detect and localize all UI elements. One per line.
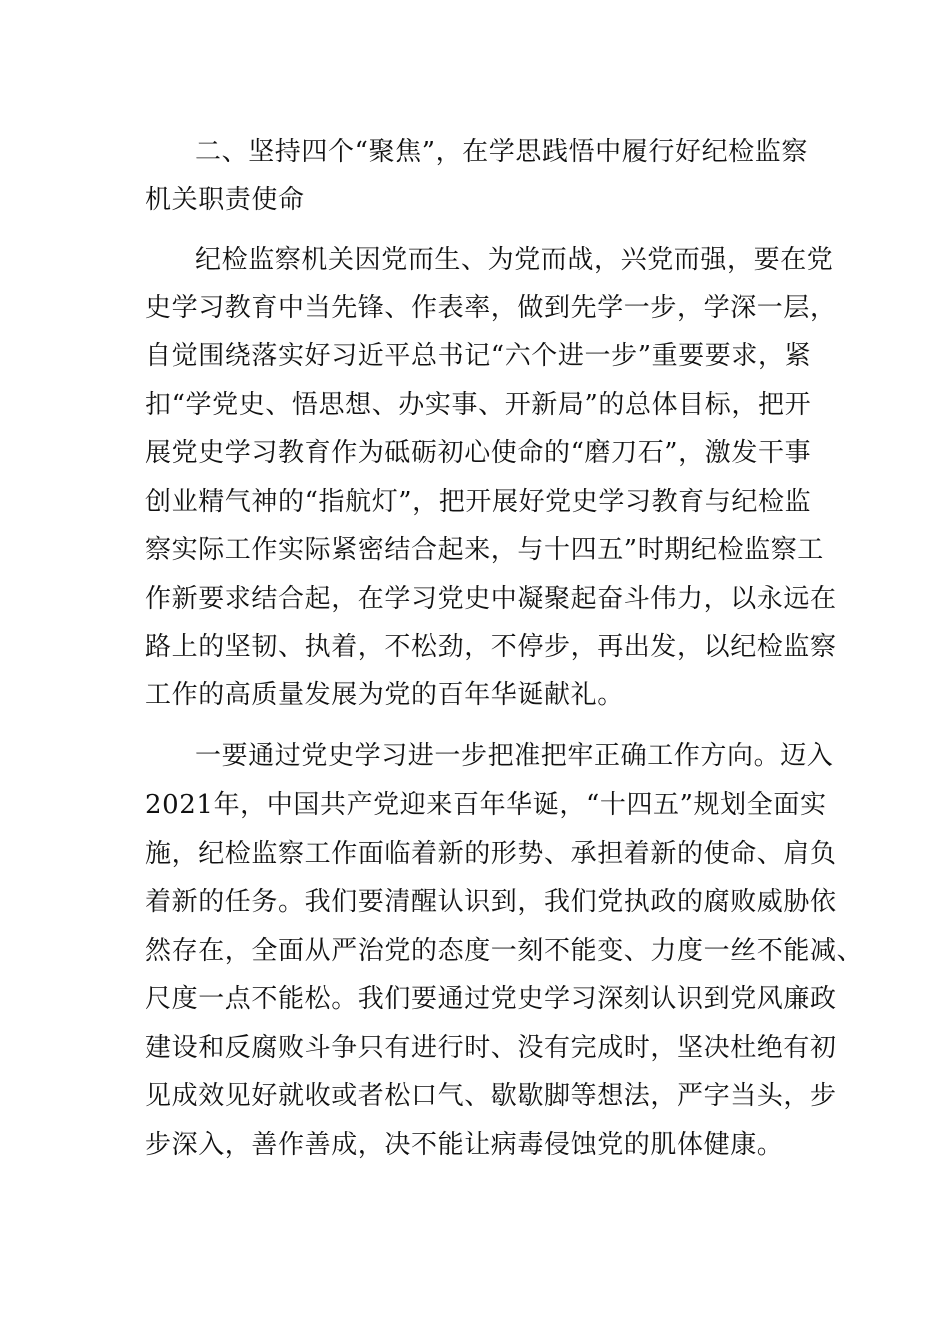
paragraph-line: 步深入，善作善成，决不能让病毒侵蚀党的肌体健康。 bbox=[145, 1130, 784, 1160]
paragraph-line: 展党史学习教育作为砥砺初心使命的“磨刀石”，激发干事 bbox=[145, 438, 812, 468]
paragraph-line: 施，纪检监察工作面临着新的形势、承担着新的使命、肩负 bbox=[145, 839, 837, 869]
paragraph-line: 作新要求结合起，在学习党史中凝聚起奋斗伟力，以永远在 bbox=[145, 584, 837, 614]
paragraph-line: 然存在，全面从严治党的态度一刻不能变、力度一丝不能减、 bbox=[145, 936, 864, 966]
paragraph-line: 2021年，中国共产党迎来百年华诞，“十四五”规划全面实 bbox=[145, 790, 827, 820]
paragraph-line: 自觉围绕落实好习近平总书记“六个进一步”重要要求，紧 bbox=[145, 341, 812, 371]
section-heading-line-1: 二、坚持四个“聚焦”，在学思践悟中履行好纪检监察 bbox=[195, 137, 808, 167]
paragraph-line: 着新的任务。我们要清醒认识到，我们党执政的腐败威胁依 bbox=[145, 887, 837, 917]
paragraph-line: 扣“学党史、悟思想、办实事、开新局”的总体目标，把开 bbox=[145, 390, 812, 420]
paragraph-line: 创业精气神的“指航灯”，把开展好党史学习教育与纪检监 bbox=[145, 487, 812, 517]
paragraph-line: 一要通过党史学习进一步把准把牢正确工作方向。迈入 bbox=[195, 741, 834, 771]
paragraph-line: 见成效见好就收或者松口气、歇歇脚等想法，严字当头，步 bbox=[145, 1081, 837, 1111]
paragraph-line: 建设和反腐败斗争只有进行时、没有完成时，坚决杜绝有初 bbox=[145, 1033, 837, 1063]
paragraph-line: 工作的高质量发展为党的百年华诞献礼。 bbox=[145, 680, 624, 710]
paragraph-line: 察实际工作实际紧密结合起来，与十四五”时期纪检监察工 bbox=[145, 535, 824, 565]
paragraph-line: 尺度一点不能松。我们要通过党史学习深刻认识到党风廉政 bbox=[145, 984, 837, 1014]
paragraph-line: 路上的坚韧、执着，不松劲，不停步，再出发，以纪检监察 bbox=[145, 632, 837, 662]
paragraph-line: 史学习教育中当先锋、作表率，做到先学一步，学深一层， bbox=[145, 293, 837, 323]
section-heading-line-2: 机关职责使命 bbox=[145, 185, 305, 215]
paragraph-line: 纪检监察机关因党而生、为党而战，兴党而强，要在党 bbox=[195, 245, 834, 275]
